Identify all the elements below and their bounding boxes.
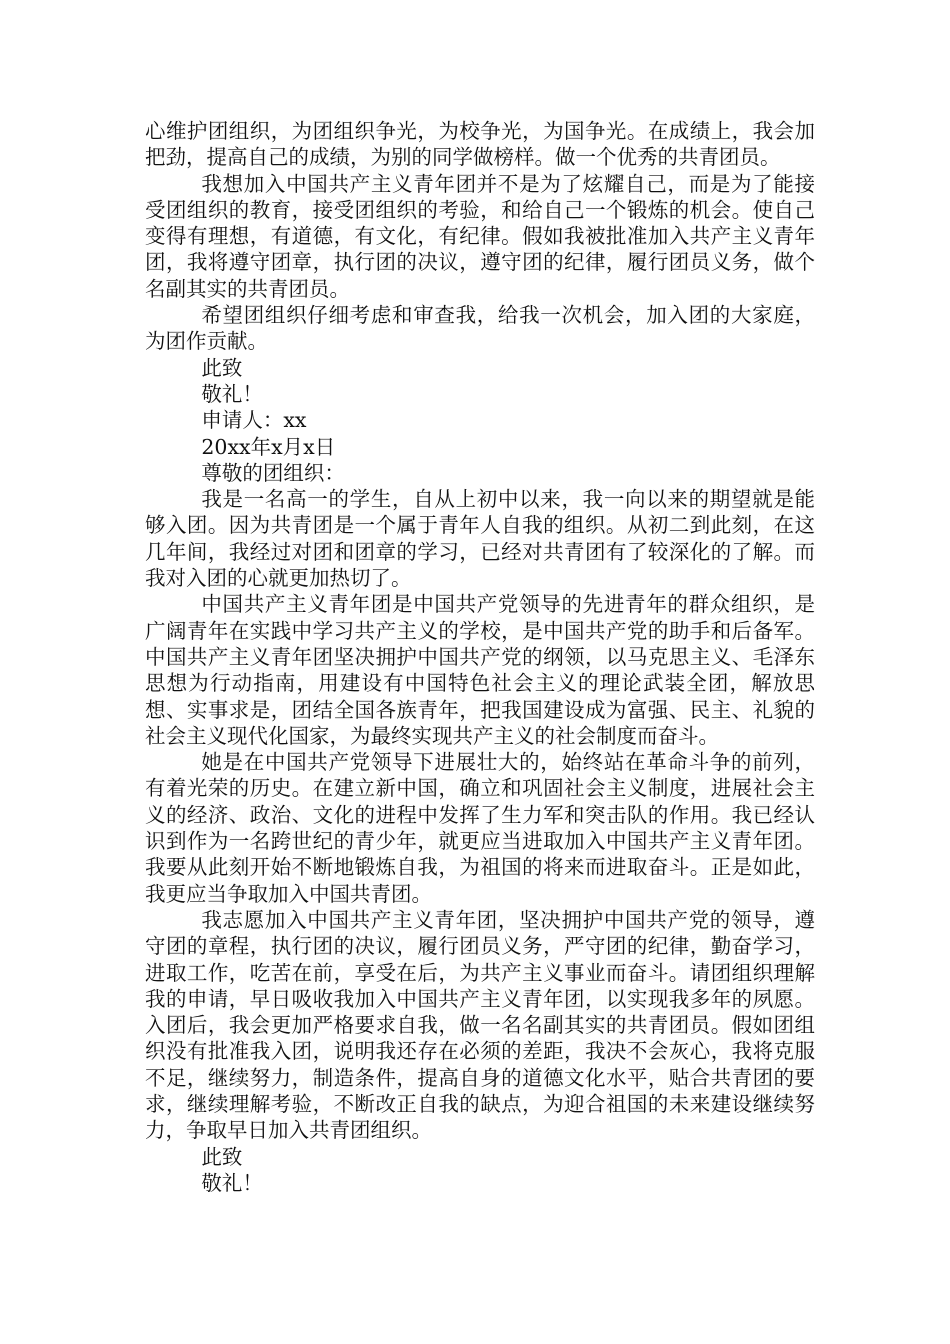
closing-salutation: 此致 <box>201 355 243 380</box>
closing-regards: 敬礼！ <box>201 381 263 406</box>
date-line: 20xx年x月x日 <box>201 434 336 459</box>
paragraph-6: 她是在中国共产党领导下进展壮大的，始终站在革命斗争的前列，有着光荣的历史。在建立新中国，确立和巩固社会主义制度，进展社会主义的经济、政治、文化的进程中发挥了生力军和突击队的作用。我已经认识到作为一名跨世纪的青少年，就更应当进取加入中国共产主义青年团。我要从此刻开始不断地锻炼自我，为祖国的将来而进取奋斗。正是如此，我更应当争取加入中国共青团。 <box>145 750 815 906</box>
paragraph-1: 心维护团组织，为团组织争光，为校争光，为国争光。在成绩上，我会加把劲，提高自己的成绩，为别的同学做榜样。做一个优秀的共青团员。 <box>145 119 815 170</box>
document-body <box>145 118 815 1196</box>
paragraph-5: 中国共产主义青年团是中国共产党领导的先进青年的群众组织，是广阔青年在实践中学习共产主义的学校，是中国共产党的助手和后备军。中国共产主义青年团坚决拥护中国共产党的纲领，以马克思主义、毛泽东思想为行动指南，用建设有中国特色社会主义的理论武装全团，解放思想、实事求是，团结全国各族青年，把我国建设成为富强、民主、礼貌的社会主义现代化国家，为最终实现共产主义的社会制度而奋斗。 <box>145 592 815 748</box>
closing-regards-2: 敬礼！ <box>201 1170 263 1195</box>
paragraph-2: 我想加入中国共产主义青年团并不是为了炫耀自己，而是为了能接受团组织的教育，接受团组织的考验，和给自己一个锻炼的机会。使自己变得有理想，有道德，有文化，有纪律。假如我被批准加入共产主义青年团，我将遵守团章，执行团的决议，遵守团的纪律，履行团员义务，做个名副其实的共青团员。 <box>145 171 815 301</box>
greeting-line: 尊敬的团组织： <box>201 460 345 485</box>
paragraph-7: 我志愿加入中国共产主义青年团，坚决拥护中国共产党的领导，遵守团的章程，执行团的决议，履行团员义务，严守团的纪律，勤奋学习，进取工作，吃苦在前，享受在后，为共产主义事业而奋斗。请团组织理解我的申请，早日吸收我加入中国共产主义青年团，以实现我多年的夙愿。入团后，我会更加严格要求自我，做一名名副其实的共青团员。假如团组织没有批准我入团，说明我还存在必须的差距，我决不会灰心，我将克服不足，继续努力，制造条件，提高自身的道德文化水平，贴合共青团的要求，继续理解考验，不断改正自我的缺点，为迎合祖国的未来建设继续努力，争取早日加入共青团组织。 <box>145 907 815 1143</box>
paragraph-3: 希望团组织仔细考虑和审查我，给我一次机会，加入团的大家庭，为团作贡献。 <box>145 303 815 354</box>
paragraph-4: 我是一名高一的学生，自从上初中以来，我一向以来的期望就是能够入团。因为共青团是一个属于青年人自我的组织。从初二到此刻，在这几年间，我经过对团和团章的学习，已经对共青团有了较深化的了解。而我对入团的心就更加热切了。 <box>145 487 815 591</box>
closing-salutation-2: 此致 <box>201 1144 243 1169</box>
applicant-line: 申请人：xx <box>201 408 307 433</box>
